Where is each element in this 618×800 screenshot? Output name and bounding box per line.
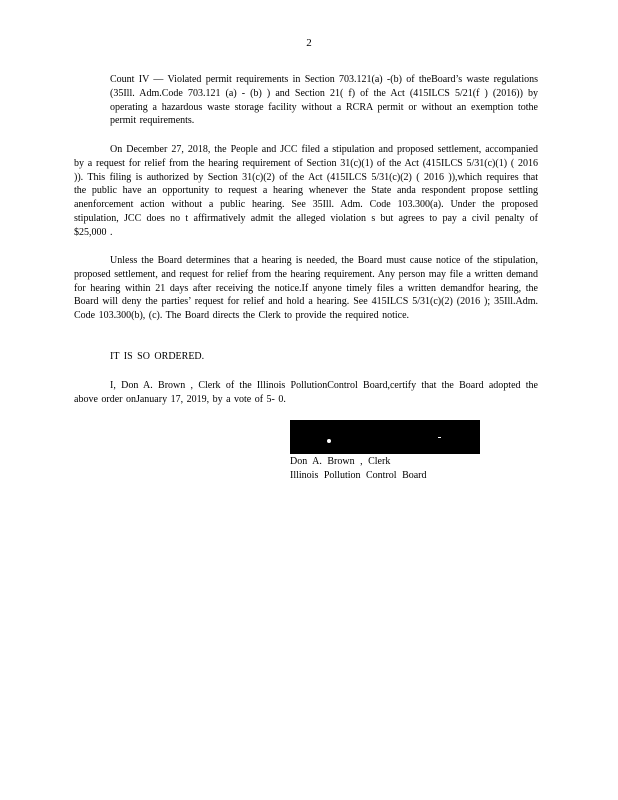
signer-name: Don A. Brown , Clerk bbox=[290, 456, 391, 467]
paragraph-notice: Unless the Board determines that a hearing is needed, the Board must cause notice of the stipulation, proposed settlement, and request for relief from the hearing requirement. Any person may file a written demand for hearing within 21 days after receiving the notice.If anyone timely files a written demandfor hearing, the Board will deny the parties’ request for relief and hold a hearing. See 415ILCS 5/31(c)(2) (2016 ); 35Ill.Adm. Code 103.300(b), (c). The Board directs the Clerk to provide the required notice. bbox=[74, 255, 538, 322]
paragraph-count-iv: Count IV — Violated permit requirements in Section 703.121(a) -(b) of theBoard’s waste regulations (35Ill. Adm.Code 703.121 (a) - (b) ) and Section 21( f) of the Act (415ILCS 5/21(f ) (2016)) by operating a hazardous waste storage facility without a RCRA permit or without an exemption tothe permit requirements. bbox=[110, 74, 538, 127]
redacted-signature bbox=[290, 420, 480, 454]
paragraph-certification: I, Don A. Brown , Clerk of the Illinois PollutionControl Board,certify that the Board adopted the above order onJanuary 17, 2019, by a vote of 5- 0. bbox=[74, 380, 538, 405]
paragraph-stipulation: On December 27, 2018, the People and JCC filed a stipulation and proposed settlement, accompanied by a request for relief from the hearing requirement of Section 31(c)(1) of the Act (415ILCS 5/31(c)(1) ( 2016 )). This filing is authorized by Section 31(c)(2) of the Act (415ILCS 5/31(c)(2) ( 2016 )),which requires that the public have an opportunity to request a hearing whenever the State anda respondent propose settling anenforcement action without a public hearing. See 35Ill. Adm. Code 103.300(a). Under the proposed stipulation, JCC does no t affirmatively admit the alleged violation s but agrees to pay a civil penalty of $25,000 . bbox=[74, 144, 538, 238]
signer-title: Illinois Pollution Control Board bbox=[290, 470, 427, 481]
so-ordered-line: IT IS SO ORDERED. bbox=[110, 351, 205, 362]
page-number: 2 bbox=[306, 37, 312, 49]
signature-mark bbox=[438, 437, 441, 438]
signature-mark bbox=[327, 439, 331, 443]
